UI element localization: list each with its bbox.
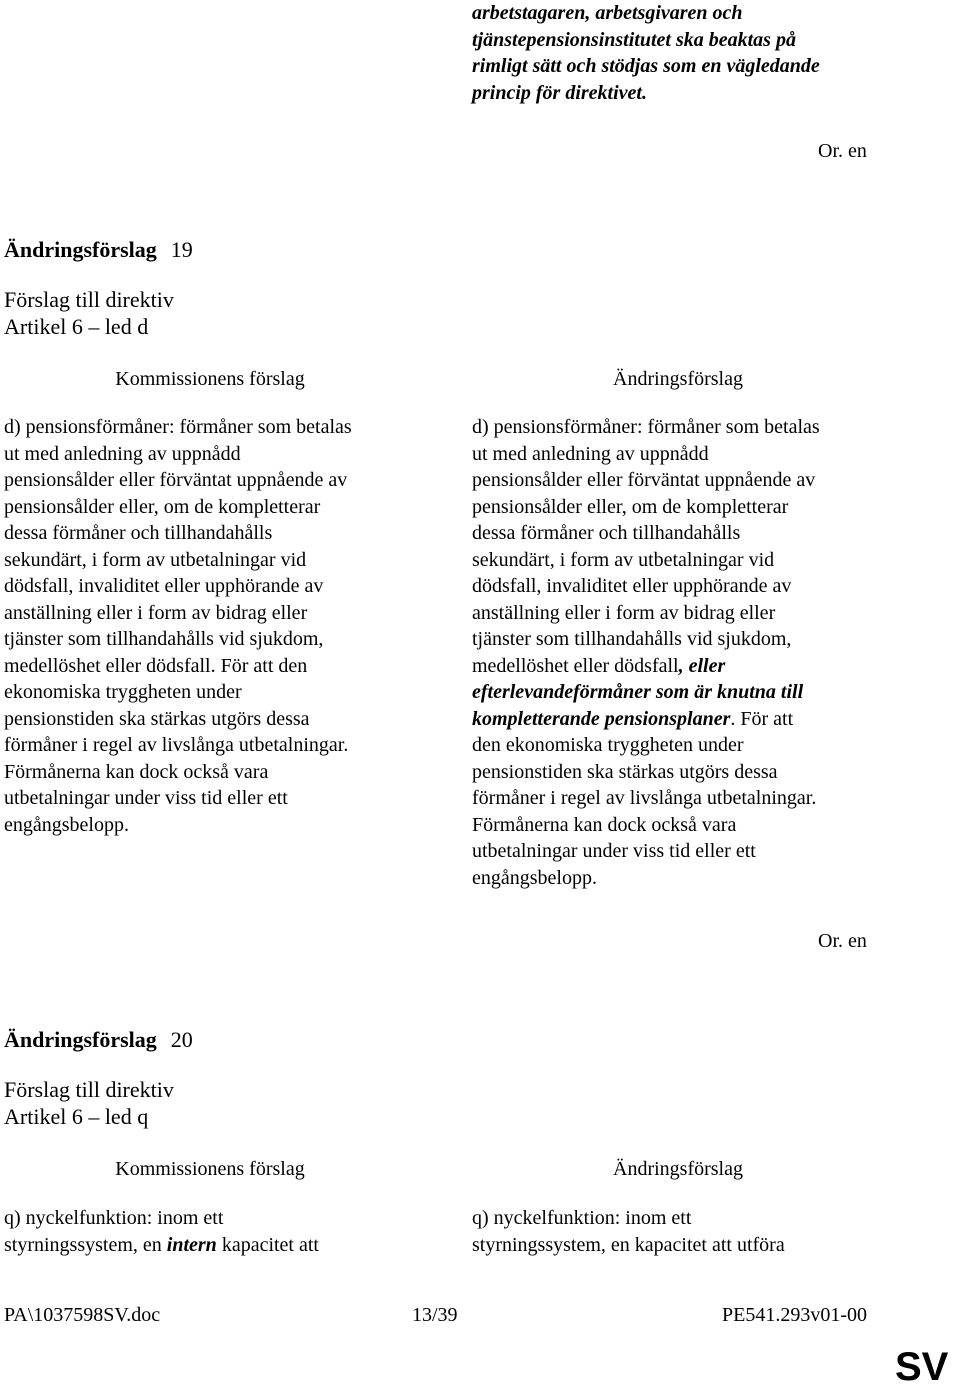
text-line: d) pensionsförmåner: förmåner som betalas <box>472 416 820 438</box>
text-line: pensionsålder eller, om de kompletterar <box>472 495 789 518</box>
amendment-title: Ändringsförslag <box>4 237 157 262</box>
text-line: engångsbelopp. <box>4 813 129 836</box>
text-line: sekundärt, i form av utbetalningar vid <box>4 548 307 571</box>
carryover-line: tjänstepensionsinstitutet ska beaktas på <box>472 28 796 51</box>
carryover-line: princip för direktivet. <box>472 81 647 104</box>
text-line: Förmånerna kan dock också vara <box>4 760 269 783</box>
inserted-text: , eller <box>678 654 726 677</box>
text-line: ut med anledning av uppnådd <box>472 442 709 465</box>
text-line <box>472 706 902 733</box>
text-line <box>4 1232 434 1259</box>
plain-text: medellöshet eller dödsfall <box>472 654 679 677</box>
text-line: dessa förmåner och tillhandahålls <box>4 522 273 544</box>
text-line: ekonomiska tryggheten under <box>4 681 242 703</box>
column-header-amendment: Ändringsförslag <box>613 368 743 390</box>
amendment-number: 20 <box>170 1027 193 1052</box>
inserted-text: kompletterande pensionsplaner <box>472 707 731 730</box>
proposal-label: Förslag till direktiv <box>4 1077 174 1102</box>
inserted-text: efterlevandeförmåner som är knutna till <box>472 681 804 703</box>
text-line: tjänster som tillhandahålls vid sjukdom, <box>4 628 324 650</box>
text-line: dessa förmåner och tillhandahålls <box>472 522 741 544</box>
footer-doc-ref: PA\1037598SV.doc <box>4 1304 161 1326</box>
text-line: q) nyckelfunktion: inom ett <box>472 1207 692 1229</box>
text-line: pensionstiden ska stärkas utgörs dessa <box>472 760 778 783</box>
text-line: q) nyckelfunktion: inom ett <box>4 1207 224 1229</box>
footer-page-number: 13/39 <box>412 1304 458 1326</box>
text-line: förmåner i regel av livslånga utbetalningar. <box>472 787 817 809</box>
column-header-commission: Kommissionens förslag <box>115 1158 305 1180</box>
plain-text: kapacitet att <box>216 1233 319 1256</box>
article-label: Artikel 6 – led d <box>4 314 149 339</box>
text-line: dödsfall, invaliditet eller upphörande av <box>4 575 324 597</box>
footer-language-code: SV <box>895 1345 949 1389</box>
text-line: utbetalningar under viss tid eller ett <box>4 787 288 809</box>
text-line: anställning eller i form av bidrag eller <box>4 601 308 624</box>
carryover-line: arbetstagaren, arbetsgivaren och <box>472 2 743 24</box>
plain-text: . För att <box>730 707 794 730</box>
carryover-text <box>472 0 912 106</box>
text-line: den ekonomiska tryggheten under <box>472 734 744 756</box>
text-line: pensionsålder eller, om de kompletterar <box>4 495 321 518</box>
deleted-text: intern <box>166 1233 217 1256</box>
text-line <box>472 653 902 680</box>
column-header-amendment: Ändringsförslag <box>613 1158 743 1180</box>
column-header-commission: Kommissionens förslag <box>115 368 305 390</box>
original-language-label: Or. en <box>818 930 867 952</box>
footer-pe-ref: PE541.293v01-00 <box>722 1304 867 1326</box>
commission-text <box>4 1205 434 1258</box>
text-line: utbetalningar under viss tid eller ett <box>472 840 756 862</box>
proposal-label: Förslag till direktiv <box>4 287 174 312</box>
text-line: medellöshet eller dödsfall. För att den <box>4 654 308 677</box>
amendment-text <box>472 414 902 891</box>
text-line: ut med anledning av uppnådd <box>4 442 241 465</box>
amendment-number: 19 <box>170 237 193 262</box>
amendment-title: Ändringsförslag <box>4 1027 157 1052</box>
amendment-heading <box>4 1026 193 1054</box>
article-label: Artikel 6 – led q <box>4 1104 149 1129</box>
plain-text: styrningssystem, en <box>4 1233 167 1256</box>
commission-text <box>4 414 434 838</box>
text-line: d) pensionsförmåner: förmåner som betalas <box>4 416 352 438</box>
text-line: förmåner i regel av livslånga utbetalningar. <box>4 734 349 756</box>
text-line: Förmånerna kan dock också vara <box>472 813 737 836</box>
text-line: pensionsålder eller förväntat uppnående av <box>472 469 816 491</box>
original-language-label: Or. en <box>818 140 867 162</box>
text-line: sekundärt, i form av utbetalningar vid <box>472 548 775 571</box>
amendment-text <box>472 1205 902 1258</box>
text-line: tjänster som tillhandahålls vid sjukdom, <box>472 628 792 650</box>
carryover-line: rimligt sätt och stödjas som en vägledande <box>472 55 820 77</box>
text-line: pensionsålder eller förväntat uppnående av <box>4 469 348 491</box>
text-line: anställning eller i form av bidrag eller <box>472 601 776 624</box>
text-line: styrningssystem, en kapacitet att utföra <box>472 1233 785 1256</box>
text-line: engångsbelopp. <box>472 866 597 889</box>
text-line: dödsfall, invaliditet eller upphörande av <box>472 575 792 597</box>
amendment-heading <box>4 236 193 264</box>
text-line: pensionstiden ska stärkas utgörs dessa <box>4 707 310 730</box>
